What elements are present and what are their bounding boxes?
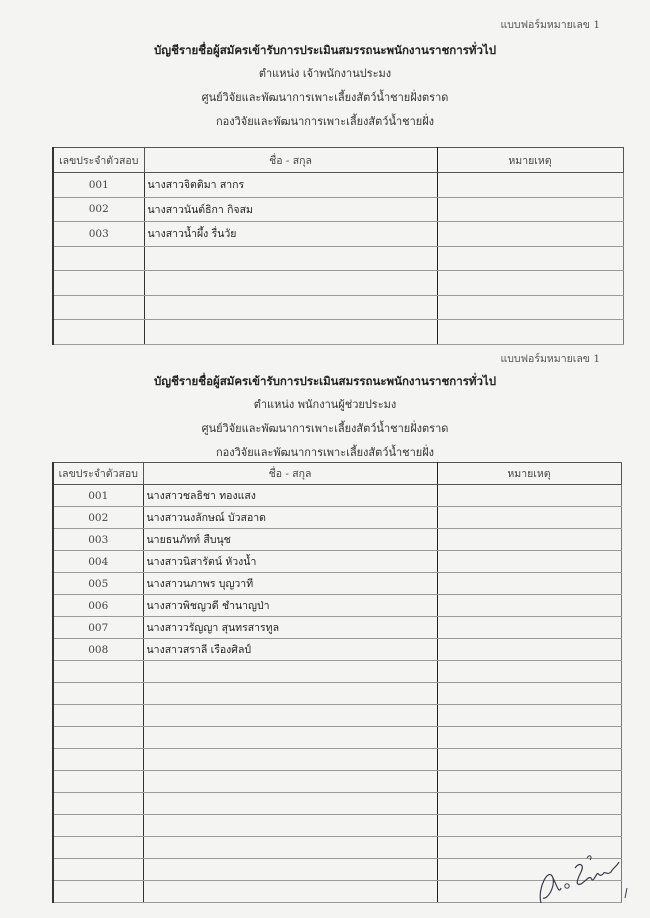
table-row (53, 771, 621, 793)
remarks-cell (437, 551, 621, 573)
exam-id-cell: 004 (53, 551, 143, 573)
full-name-cell (143, 815, 437, 837)
remarks-cell (437, 661, 621, 683)
full-name-cell (143, 661, 437, 683)
full-name-cell: นางสาวจิตติมา สากร (144, 173, 437, 198)
exam-id-cell: 008 (53, 639, 143, 661)
division-line: กองวิจัยและพัฒนาการเพาะเลี้ยงสัตว์น้ำชายฝั่ง (215, 446, 435, 459)
division-line: กองวิจัยและพัฒนาการเพาะเลี้ยงสัตว์น้ำชายฝั่ง (215, 115, 435, 128)
table-row (53, 639, 621, 661)
full-name-cell (143, 837, 437, 859)
table-row (53, 173, 623, 198)
remarks-cell (437, 727, 621, 749)
full-name-cell: นางสาวนิสารัตน์ หัวงน้ำ (143, 551, 437, 573)
exam-id-cell (53, 705, 143, 727)
remarks-cell (437, 222, 623, 247)
remarks-cell (437, 320, 623, 345)
remarks-cell (437, 173, 623, 198)
table-header-row (53, 148, 623, 173)
full-name-cell (143, 705, 437, 727)
header-exam-id: เลขประจำตัวสอบ (53, 148, 144, 173)
exam-id-cell: 002 (53, 507, 143, 529)
header-remarks: หมายเหตุ (437, 463, 621, 485)
exam-id-cell: 001 (53, 173, 144, 198)
form-1-heading (0, 38, 650, 134)
document-title: บัญชีรายชื่อผู้สมัครเข้ารับการประเมินสมรรถนะพนักงานราชการทั่วไป (154, 43, 496, 57)
exam-id-cell (53, 815, 143, 837)
table-row (53, 295, 623, 320)
candidate-table-1 (52, 147, 624, 345)
exam-id-cell (53, 859, 143, 881)
full-name-cell: นายธนภัทท์ สืบนุช (143, 529, 437, 551)
document-title: บัญชีรายชื่อผู้สมัครเข้ารับการประเมินสมรรถนะพนักงานราชการทั่วไป (154, 374, 496, 388)
header-remarks: หมายเหตุ (437, 148, 623, 173)
table-row (53, 320, 623, 345)
full-name-cell (143, 881, 437, 903)
signature-icon (535, 848, 630, 910)
table-row (53, 815, 621, 837)
full-name-cell (143, 793, 437, 815)
exam-id-cell: 007 (53, 617, 143, 639)
exam-id-cell (53, 683, 143, 705)
table-row (53, 683, 621, 705)
form-number-label: แบบฟอร์มหมายเลข 1 (500, 353, 600, 365)
full-name-cell (144, 295, 437, 320)
full-name-cell (143, 727, 437, 749)
exam-id-cell (53, 271, 144, 296)
table-row (53, 793, 621, 815)
full-name-cell: นางสาวสราลี เรืองศิลป์ (143, 639, 437, 661)
exam-id-cell: 003 (53, 222, 144, 247)
exam-id-cell: 005 (53, 573, 143, 595)
full-name-cell (143, 683, 437, 705)
remarks-cell (437, 246, 623, 271)
full-name-cell: นางสาววรัญญา สุนทรสารทูล (143, 617, 437, 639)
table-row (53, 222, 623, 247)
exam-id-cell (53, 320, 144, 345)
exam-id-cell (53, 771, 143, 793)
full-name-cell (144, 246, 437, 271)
exam-id-cell: 003 (53, 529, 143, 551)
full-name-cell (144, 271, 437, 296)
exam-id-cell: 001 (53, 485, 143, 507)
remarks-cell (437, 771, 621, 793)
remarks-cell (437, 295, 623, 320)
table-row (53, 595, 621, 617)
table-row (53, 705, 621, 727)
table-row (53, 617, 621, 639)
exam-id-cell (53, 246, 144, 271)
exam-id-cell (53, 727, 143, 749)
exam-id-cell (53, 793, 143, 815)
center-line: ศูนย์วิจัยและพัฒนาการเพาะเลี้ยงสัตว์น้ำชายฝั่งตราด (201, 422, 449, 435)
remarks-cell (437, 271, 623, 296)
exam-id-cell (53, 295, 144, 320)
exam-id-cell (53, 661, 143, 683)
table-row (53, 749, 621, 771)
center-line: ศูนย์วิจัยและพัฒนาการเพาะเลี้ยงสัตว์น้ำชายฝั่งตราด (201, 91, 449, 104)
table-row (53, 529, 621, 551)
exam-id-cell: 006 (53, 595, 143, 617)
form-number-label: แบบฟอร์มหมายเลข 1 (500, 19, 600, 31)
remarks-cell (437, 617, 621, 639)
header-full-name: ชื่อ - สกุล (144, 148, 437, 173)
full-name-cell (143, 859, 437, 881)
remarks-cell (437, 485, 621, 507)
position-line: ตำแหน่ง เจ้าพนักงานประมง (258, 67, 392, 80)
header-exam-id: เลขประจำตัวสอบ (53, 463, 143, 485)
header-full-name: ชื่อ - สกุล (143, 463, 437, 485)
remarks-cell (437, 639, 621, 661)
table-row (53, 271, 623, 296)
exam-id-cell (53, 837, 143, 859)
table-row (53, 507, 621, 529)
full-name-cell: นางสาวนงลักษณ์ บัวสอาด (143, 507, 437, 529)
remarks-cell (437, 683, 621, 705)
table-row (53, 197, 623, 222)
table-row (53, 246, 623, 271)
remarks-cell (437, 595, 621, 617)
remarks-cell (437, 573, 621, 595)
table-row (53, 661, 621, 683)
remarks-cell (437, 529, 621, 551)
remarks-cell (437, 749, 621, 771)
remarks-cell (437, 507, 621, 529)
table-header-row (53, 463, 621, 485)
full-name-cell: นางสาวชลธิชา ทองแสง (143, 485, 437, 507)
table-row (53, 485, 621, 507)
exam-id-cell (53, 881, 143, 903)
full-name-cell: นางสาวนภาพร บุญวาที (143, 573, 437, 595)
candidate-table-2 (52, 462, 622, 903)
table-row (53, 573, 621, 595)
remarks-cell (437, 197, 623, 222)
table-row (53, 727, 621, 749)
exam-id-cell: 002 (53, 197, 144, 222)
table-row (53, 551, 621, 573)
full-name-cell (143, 749, 437, 771)
full-name-cell (144, 320, 437, 345)
form-2-heading (0, 369, 650, 465)
remarks-cell (437, 705, 621, 727)
position-line: ตำแหน่ง พนักงานผู้ช่วยประมง (253, 398, 397, 411)
full-name-cell (143, 771, 437, 793)
full-name-cell: นางสาวน้ำผึ้ง รื่นวัย (144, 222, 437, 247)
remarks-cell (437, 815, 621, 837)
exam-id-cell (53, 749, 143, 771)
full-name-cell: นางสาวพิชญวดี ชำนาญป่า (143, 595, 437, 617)
full-name-cell: นางสาวนันต์ธิกา กิจสม (144, 197, 437, 222)
remarks-cell (437, 793, 621, 815)
